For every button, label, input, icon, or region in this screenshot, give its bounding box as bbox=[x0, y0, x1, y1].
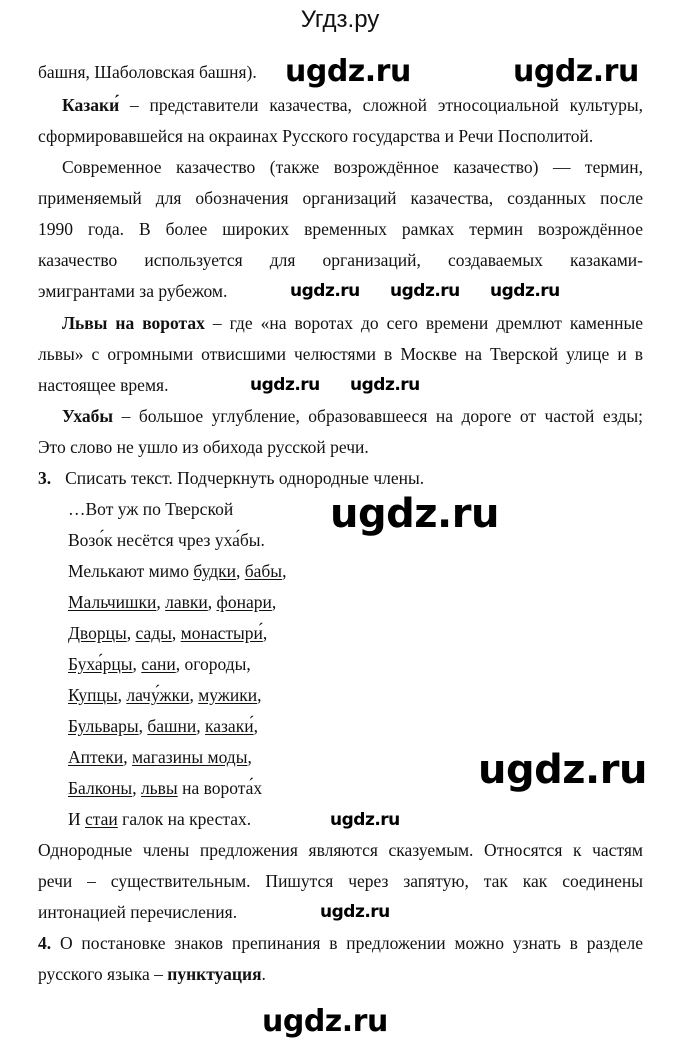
underlined-homogeneous-member: Мальчишки bbox=[68, 592, 157, 612]
poem-text: , bbox=[271, 592, 277, 612]
watermark: ugdz.ru bbox=[350, 375, 420, 395]
poem-line bbox=[68, 530, 265, 550]
underlined-homogeneous-member: Аптеки bbox=[68, 747, 124, 767]
poem-text: Возо́к несётся чрез уха́бы. bbox=[68, 530, 265, 550]
answer-term: пунктуация bbox=[167, 964, 262, 984]
underlined-homogeneous-member: лачу́жки bbox=[126, 685, 190, 705]
watermark: ugdz.ru bbox=[262, 1004, 388, 1039]
poem-line bbox=[68, 778, 262, 798]
poem-text: , bbox=[196, 716, 206, 736]
poem-text: , bbox=[132, 654, 142, 674]
text-line: эмигрантами за рубежом. bbox=[38, 281, 228, 301]
watermark: ugdz.ru bbox=[330, 810, 400, 830]
watermark: ugdz.ru bbox=[490, 281, 560, 301]
task-4-answer bbox=[38, 964, 266, 984]
underlined-homogeneous-member: будки bbox=[193, 561, 236, 581]
watermark: ugdz.ru bbox=[478, 747, 647, 793]
text-line: 1990 года. В более широких временных рамках термин возрождённое bbox=[38, 219, 643, 239]
poem-line bbox=[68, 561, 286, 581]
poem-line bbox=[68, 716, 258, 736]
poem-text: , bbox=[189, 685, 199, 705]
watermark: ugdz.ru bbox=[250, 375, 320, 395]
definition-text: – представители казачества, сложной этносоциальной культуры, bbox=[119, 95, 643, 115]
term: Львы на воротах bbox=[62, 313, 205, 333]
poem-text: Мелькают мимо bbox=[68, 561, 194, 581]
text-line: интонацией перечисления. bbox=[38, 902, 238, 922]
watermark: ugdz.ru bbox=[513, 54, 639, 89]
poem-text: , bbox=[126, 623, 136, 643]
poem-text: галок на крестах. bbox=[117, 809, 252, 829]
poem-text: на ворота́х bbox=[177, 778, 263, 798]
underlined-homogeneous-member: сады bbox=[135, 623, 172, 643]
poem-text: , bbox=[282, 561, 287, 581]
poem-line bbox=[68, 654, 251, 674]
task-3 bbox=[38, 468, 424, 488]
text: русского языка – bbox=[38, 964, 168, 984]
text-line: Это слово не ушло из обихода русской речи. bbox=[38, 437, 369, 457]
underlined-homogeneous-member: Дворцы bbox=[68, 623, 127, 643]
poem-text: , bbox=[207, 592, 217, 612]
poem-text: И bbox=[68, 809, 86, 829]
poem-text: , bbox=[247, 747, 252, 767]
poem-line bbox=[68, 592, 276, 612]
poem-text: , bbox=[132, 778, 141, 798]
watermark: ugdz.ru bbox=[290, 281, 360, 301]
text-line: львы» с огромными отвисшими челюстями в Москве на Тверской улице и в bbox=[38, 344, 643, 364]
underlined-homogeneous-member: казаки́ bbox=[205, 716, 254, 736]
text-line: Современное казачество (также возрождённое казачество) — термин, bbox=[62, 157, 643, 177]
task-text: О постановке знаков препинания в предложении можно узнать в разделе bbox=[59, 933, 644, 953]
text: . bbox=[261, 964, 266, 984]
poem-text: , bbox=[235, 561, 245, 581]
underlined-homogeneous-member: башни bbox=[147, 716, 197, 736]
task-4 bbox=[38, 933, 643, 953]
underlined-homogeneous-member: сани bbox=[141, 654, 176, 674]
definition-text: – большое углубление, образовавшееся на дороге от частой езды; bbox=[113, 406, 643, 426]
underlined-homogeneous-member: стаи bbox=[85, 809, 118, 829]
poem-line bbox=[68, 685, 262, 705]
watermark: ugdz.ru bbox=[330, 491, 499, 537]
underlined-homogeneous-member: львы bbox=[140, 778, 178, 798]
poem-text: , bbox=[138, 716, 148, 736]
watermark: ugdz.ru bbox=[320, 902, 390, 922]
task-number: 3. bbox=[38, 468, 52, 488]
poem-text: , bbox=[253, 716, 258, 736]
poem-text: , bbox=[257, 685, 262, 705]
underlined-homogeneous-member: магазины моды bbox=[132, 747, 248, 767]
watermark: ugdz.ru bbox=[285, 54, 411, 89]
poem-text: …Вот уж по Тверской bbox=[68, 499, 234, 519]
poem-line bbox=[68, 623, 267, 643]
underlined-homogeneous-member: Купцы bbox=[68, 685, 118, 705]
text-line: настоящее время. bbox=[38, 375, 169, 395]
definition-text: – где «на воротах до сего времени дремлют каменные bbox=[204, 313, 644, 333]
task-number: 4. bbox=[38, 933, 52, 953]
underlined-homogeneous-member: Балконы bbox=[68, 778, 133, 798]
watermark: ugdz.ru bbox=[390, 281, 460, 301]
poem-line bbox=[68, 809, 251, 829]
underlined-homogeneous-member: Буха́рцы bbox=[68, 654, 133, 674]
task-text: Списать текст. Подчеркнуть однородные члены. bbox=[65, 468, 425, 488]
term: Ухабы bbox=[62, 406, 114, 426]
underlined-homogeneous-member: Бульвары bbox=[68, 716, 139, 736]
poem-text: , огороды, bbox=[175, 654, 251, 674]
poem-text: , bbox=[262, 623, 268, 643]
definition-kazaki bbox=[62, 95, 643, 115]
poem-text: , bbox=[171, 623, 181, 643]
underlined-homogeneous-member: монастыри́ bbox=[180, 623, 263, 643]
poem-text: , bbox=[123, 747, 133, 767]
text-line: применяемый для обозначения организаций казачества, созданных после bbox=[38, 188, 643, 208]
underlined-homogeneous-member: бабы bbox=[244, 561, 283, 581]
text-line: Однородные члены предложения являются сказуемым. Относятся к частям bbox=[38, 840, 643, 860]
poem-text: , bbox=[156, 592, 166, 612]
term: Казаки́ bbox=[62, 95, 120, 115]
underlined-homogeneous-member: фонари bbox=[216, 592, 272, 612]
poem-line bbox=[68, 747, 252, 767]
poem-line bbox=[68, 499, 233, 519]
text-line: башня, Шаболовская башня). bbox=[38, 62, 257, 82]
site-header-title: Угдз.ру bbox=[300, 6, 380, 33]
definition-uhaby bbox=[62, 406, 643, 426]
text-line: казачество используется для организаций, создаваемых казаками- bbox=[38, 250, 643, 270]
text-line: речи – существительным. Пишутся через запятую, так как соединены bbox=[38, 871, 643, 891]
definition-lvy bbox=[62, 313, 643, 333]
underlined-homogeneous-member: лавки bbox=[165, 592, 208, 612]
text-line: сформировавшейся на окраинах Русского государства и Речи Посполитой. bbox=[38, 126, 594, 146]
underlined-homogeneous-member: мужики bbox=[198, 685, 258, 705]
poem-text: , bbox=[117, 685, 127, 705]
